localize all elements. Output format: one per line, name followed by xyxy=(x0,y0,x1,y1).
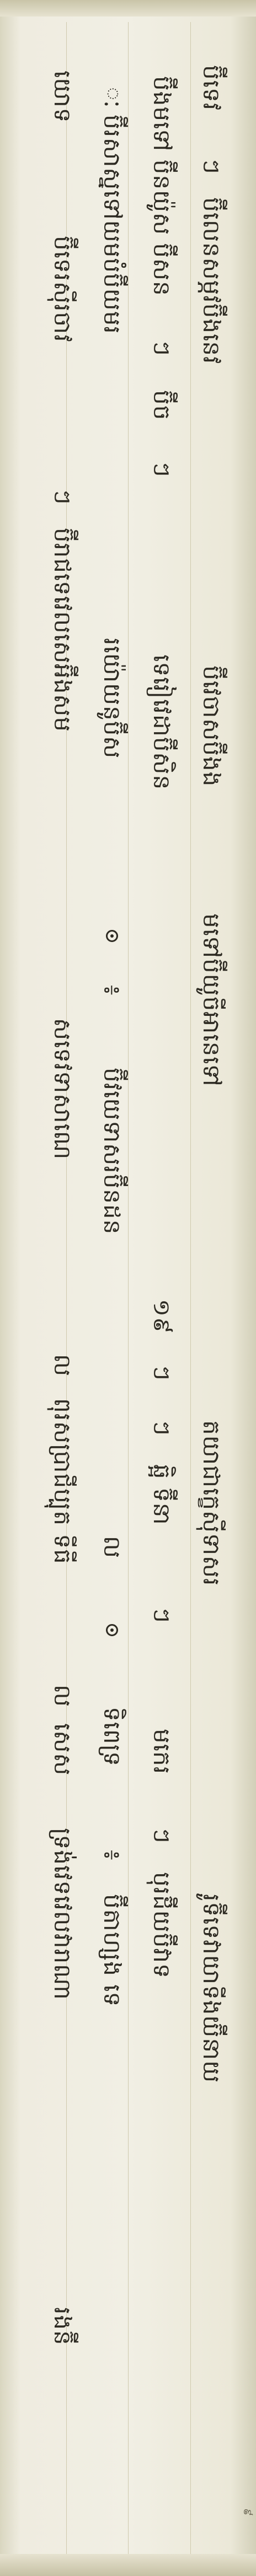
text-segment: ប៊ីងមទៅ ប៊ីនយ៉ូស ប៊ីសន xyxy=(148,76,175,296)
text-segment: ៖ xyxy=(99,985,126,996)
text-segment: ទ្រង់វេទវេលវារាណា xyxy=(49,1828,76,2000)
folio-number: ៩ xyxy=(241,2508,255,2517)
text-segment: ពុរសប្រាជីប្បុត ទីធី xyxy=(49,1398,76,1565)
ornament-circle-icon xyxy=(106,930,118,942)
text-segment: ប៊ីទេវ xyxy=(198,65,225,111)
text-segment: រយ៉ោយនូប៊ីស xyxy=(99,638,126,759)
text-segment: បុរដ៊ីយប៊ីវាទ xyxy=(148,1872,175,1979)
text-segment: រងន៊ី xyxy=(49,2307,76,2346)
text-segment: ៗ xyxy=(148,340,175,356)
text-segment: ប៊ីវេចាសប៊ីងង xyxy=(198,665,225,787)
text-segment: ប៊ីទេរស៊ីរចាវ xyxy=(49,236,76,343)
text-segment: ៗ xyxy=(148,1828,175,1844)
text-segment: ៗ xyxy=(148,1608,175,1623)
leaf-top-edge xyxy=(0,0,256,17)
text-segment: ១៩ xyxy=(148,1299,175,1334)
text-segment: ៖ xyxy=(99,1850,126,1861)
text-segment: ៗ xyxy=(148,1365,175,1381)
text-segment: ប៊ីលេនសម្ភវប៊ីងនេវ xyxy=(198,197,225,365)
text-segment: ៈ xyxy=(99,87,126,109)
text-segment: ល xyxy=(49,1685,76,1707)
leaf-bottom-edge xyxy=(0,2554,256,2576)
text-segment: ប៊ីច xyxy=(148,390,175,421)
text-segment: មទៅប៊ីយូចីអានេទៅ xyxy=(198,913,225,1087)
text-segment: ៗ xyxy=(198,159,225,175)
text-segment: ប៊ីវយេទាសរប៊ីនដន xyxy=(99,1068,126,1235)
text-segment: ប៊ីរសាស្នទៅយមបំប៊ីយមរ xyxy=(99,115,126,334)
text-segment: យោទ xyxy=(49,71,76,123)
text-segment: ប៊ីតាហ្សង ទេ xyxy=(99,1894,126,2007)
manuscript-text xyxy=(23,32,233,2544)
ornament-circle-icon xyxy=(106,1624,118,1636)
text-segment: មកេរ xyxy=(148,1729,175,1774)
text-segment: រូទ៊ីទេវាយាទីងយ៊ីនាយ xyxy=(198,1894,225,2083)
text-segment: ទេរៀវេដាប៊ីសិន xyxy=(148,654,175,791)
text-segment: ៗ xyxy=(148,1420,175,1436)
text-segment: ល xyxy=(49,1354,76,1377)
text-segment: ទិពេទ្រ xyxy=(99,1707,126,1767)
text-segment: សទេវទាសាណេ xyxy=(49,1018,76,1160)
text-segment: ឆ្អិ ទ៊ីនា xyxy=(148,1464,175,1525)
text-segment: ៗ xyxy=(148,462,175,478)
text-segment: តយាជាក្ខេស៊ីទាសរ xyxy=(198,1420,225,1587)
text-segment: សេស xyxy=(49,1723,76,1776)
text-segment: ៗ xyxy=(49,489,76,505)
text-segment: ល xyxy=(99,1536,126,1558)
text-segment: ប៊ីរាជទេវេលសេអ៊ីងសម xyxy=(49,528,76,732)
